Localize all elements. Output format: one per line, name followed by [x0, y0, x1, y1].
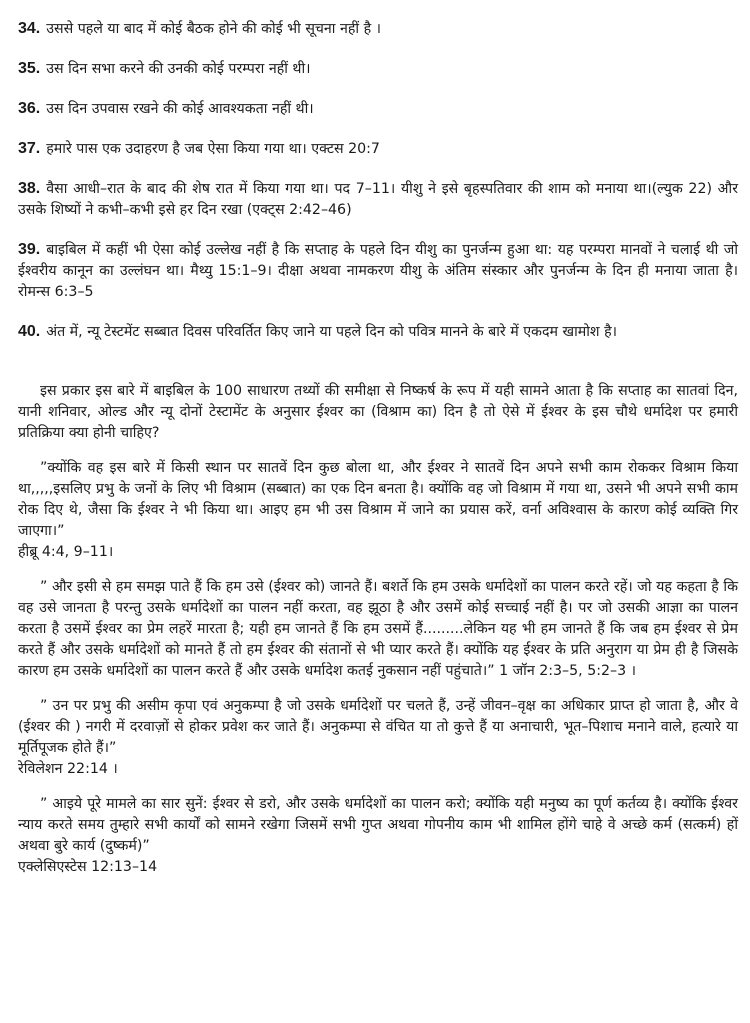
- list-item-34: [18, 18, 738, 40]
- quote-reference: रेविलेशन 22:14 ।: [18, 761, 118, 777]
- list-item-39: [18, 239, 738, 303]
- quote-text: ” और इसी से हम समझ पाते हैं कि हम उसे (ईश्वर को) जानते हैं। बशर्ते कि हम उसके धर्मादेशों का पालन करते रहें। जो यह कहता है कि वह उसे जानता है परन्तु उसके धर्मादेशों का पालन नहीं करता, वह झूठा है और उसमें कोई सच्चाई नहीं है। पर जो उसकी आज्ञा का पालन करता है उसमें ईश्वर का प्रेम लहरें मारता है; यही हम जानते हैं कि हम उसमें हैं.........लेकिन यह भी हम जानते हैं कि जब हम ईश्वर से प्रेम करते हैं और उसके धर्मादेशों को मानते हैं तो हम ईश्वर की संतानों से भी प्यार करते हैं। क्योंकि यह ईश्वर के प्रति अनुराग या प्रेम ही है जिसके कारण हम उसके धर्मादेशों का पालन करते हैं और उसके धर्मादेश कतई नुकसान नहीं पहुंचाते।”: [18, 579, 738, 679]
- item-text: उस दिन उपवास रखने की कोई आवश्यकता नहीं थी।: [46, 101, 314, 117]
- quote-revelation: [18, 696, 738, 780]
- item-text: बाइबिल में कहीं भी ऐसा कोई उल्लेख नहीं है कि सप्ताह के पहले दिन यीशु का पुनर्जन्म हुआ था: यह परम्परा मानवों ने चलाई थी जो ईश्वरीय कानून का उल्लंघन था। मैथ्यु 15:1–9। दीक्षा अथवा नामकरण यीशु के अंतिम संस्कार और पुनर्जन्म के दिन ही मनाया जाता है। रोमन्स 6:3–5: [18, 242, 738, 300]
- quote-hebrews: [18, 458, 738, 563]
- item-number: 34.: [18, 20, 41, 37]
- item-text: उस दिन सभा करने की उनकी कोई परम्परा नहीं थी।: [46, 61, 311, 77]
- quote-reference: एक्लेसिएस्टेस 12:13–14: [18, 859, 158, 875]
- list-item-38: [18, 178, 738, 221]
- quote-john: [18, 577, 738, 682]
- item-number: 40.: [18, 323, 41, 340]
- item-number: 35.: [18, 60, 41, 77]
- summary-paragraph: इस प्रकार इस बारे में बाइबिल के 100 साधारण तथ्यों की समीक्षा से निष्कर्ष के रूप में यही सामने आता है कि सप्ताह का सातवां दिन, यानी शनिवार, ओल्ड और न्यू दोनों टेस्टामेंट के अनुसार ईश्वर का (विश्राम का) दिन है तो ऐसे में ईश्वर के इस चौथे धर्मादेश पर हमारी प्रतिक्रिया क्या होनी चाहिए?: [18, 383, 738, 441]
- quote-text: ” उन पर प्रभु की असीम कृपा एवं अनुकम्पा है जो उसके धर्मादेशों पर चलते हैं, उन्हें जीवन–वृक्ष का अधिकार प्राप्त हो जाता है, और वे (ईश्वर की ) नगरी में दरवाज़ों से होकर प्रवेश कर जाते हैं। अनुकम्पा से वंचित या तो कुत्ते हैं या अनाचारी, भूत–पिशाच मनाने वाले, हत्यारे या मूर्तिपूजक होते हैं।”: [18, 698, 738, 756]
- list-item-35: [18, 58, 738, 80]
- quote-text: ”क्योंकि वह इस बारे में किसी स्थान पर सातवें दिन कुछ बोला था, और ईश्वर ने सातवें दिन अपने सभी काम रोककर विश्राम किया था,,,,,इसलिए प्रभु के जनों के लिए भी विश्राम (सब्बात) का एक दिन बनता है। क्योंकि वह जो विश्राम में गया था, उसने भी अपने सभी काम रोक दिए थे, जैसा कि ईश्वर ने भी किया था। आइए हम भी उस विश्राम में जाने का प्रयास करें, वर्ना अविश्वास के कारण कोई व्यक्ति गिर जाएगा।”: [18, 460, 738, 539]
- list-item-37: [18, 138, 738, 160]
- quote-reference: हीब्रू 4:4, 9–11।: [18, 544, 114, 560]
- quote-ecclesiastes: [18, 794, 738, 878]
- item-number: 36.: [18, 100, 41, 117]
- item-text: वैसा आधी–रात के बाद की शेष रात में किया गया था। पद 7–11। यीशु ने इसे बृहस्पतिवार की शाम को मनाया था।(ल्युक 22) और उसके शिष्यों ने कभी–कभी इसे हर दिन रखा (एक्ट्स 2:42–46): [18, 181, 738, 218]
- quote-text: ” आइये पूरे मामले का सार सुनें: ईश्वर से डरो, और उसके धर्मादेशों का पालन करो; क्योंकि यही मनुष्य का पूर्ण कर्तव्य है। क्योंकि ईश्वर न्याय करते समय तुम्हारे सभी कार्यों को सामने रखेगा जिसमें सभी गुप्त अथवा गोपनीय काम भी शामिल होंगे चाहे वे अच्छे कर्म (सत्कर्म) हों अथवा बुरे कार्य (दुष्कर्म)”: [18, 796, 738, 854]
- item-number: 38.: [18, 180, 41, 197]
- item-number: 39.: [18, 241, 41, 258]
- item-text: अंत में, न्यू टेस्टमेंट सब्बात दिवस परिवर्तित किए जाने या पहले दिन को पवित्र मानने के बारे में एकदम खामोश है।: [46, 324, 617, 340]
- item-number: 37.: [18, 140, 41, 157]
- list-item-40: [18, 321, 738, 343]
- item-text: उससे पहले या बाद में कोई बैठक होने की कोई भी सूचना नहीं है ।: [46, 21, 382, 37]
- list-item-36: [18, 98, 738, 120]
- quote-reference: 1 जॉन 2:3–5, 5:2–3 ।: [499, 663, 637, 679]
- item-text: हमारे पास एक उदाहरण है जब ऐसा किया गया था। एक्टस 20:7: [46, 141, 380, 157]
